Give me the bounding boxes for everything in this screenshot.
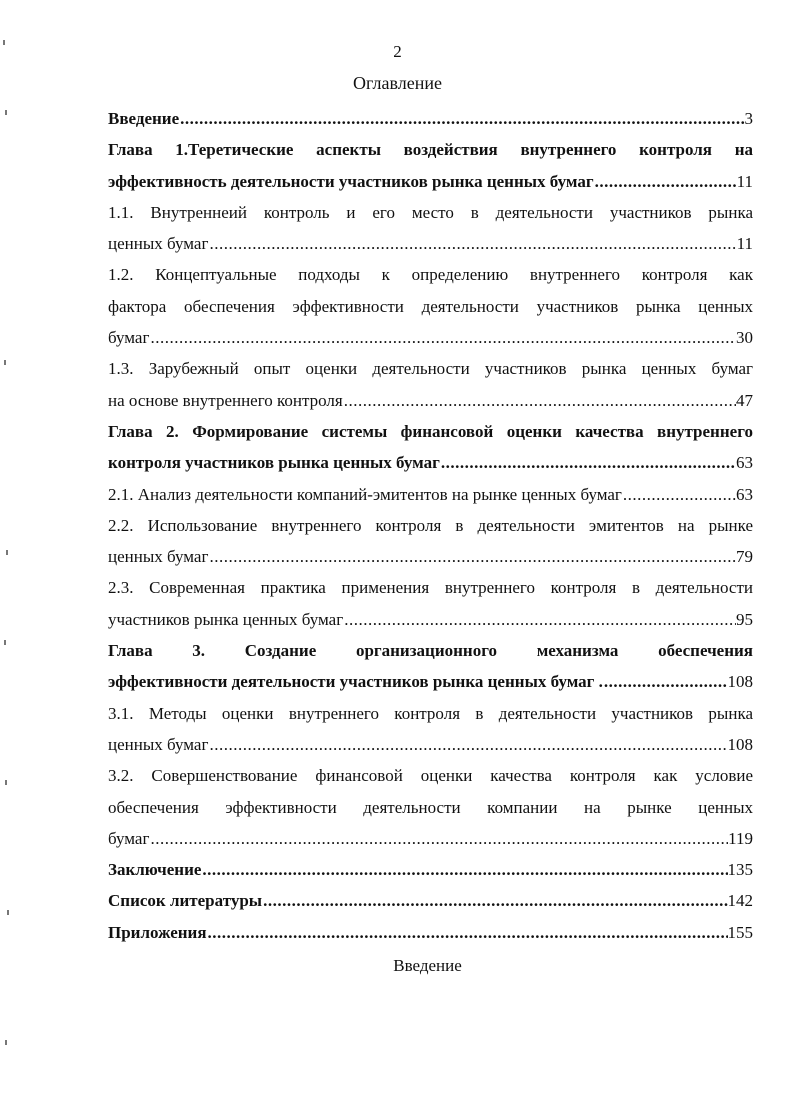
toc-title: Оглавление bbox=[353, 73, 442, 93]
toc-entry-line: обеспечения эффективности деятельности компании на рынке ценных bbox=[108, 797, 753, 817]
toc-entry-title: Приложения bbox=[108, 922, 207, 942]
toc-entry-page: 155 bbox=[727, 922, 753, 942]
toc-entry[interactable] bbox=[108, 353, 753, 416]
dot-leader bbox=[207, 917, 728, 948]
toc-entry-line: фактора обеспечения эффективности деятельности участников рынка ценных bbox=[108, 296, 753, 316]
toc-entry-last-line bbox=[108, 729, 753, 760]
dot-leader bbox=[208, 228, 736, 259]
toc-entry-page: 108 bbox=[727, 734, 753, 754]
toc-entry[interactable] bbox=[108, 885, 753, 916]
toc-entry-last-line bbox=[108, 479, 753, 510]
toc-entry-title: 2.1. Анализ деятельности компаний-эмитентов на рынке ценных бумаг bbox=[108, 484, 622, 504]
toc-entry-title: ценных бумаг bbox=[108, 734, 209, 754]
toc-entry-last-line bbox=[108, 447, 753, 478]
toc-entry[interactable] bbox=[108, 854, 753, 885]
dot-leader bbox=[343, 385, 736, 416]
toc-entry-title: эффективность деятельности участников рынка ценных бумаг bbox=[108, 171, 594, 191]
scan-speck bbox=[6, 550, 8, 555]
dot-leader bbox=[208, 541, 736, 572]
toc-entry-title: бумаг bbox=[108, 328, 150, 348]
toc-entry[interactable] bbox=[108, 698, 753, 761]
toc-entry-title: ценных бумаг bbox=[108, 547, 209, 567]
toc-entry-last-line bbox=[108, 228, 753, 259]
toc-entry-last-line bbox=[108, 666, 753, 697]
dot-leader bbox=[440, 447, 736, 478]
toc-entry-line: 1.2. Концептуальные подходы к определению внутреннего контроля как bbox=[108, 265, 753, 285]
scan-speck bbox=[4, 360, 6, 365]
toc-entry-last-line bbox=[108, 917, 753, 948]
toc-entry-page: 142 bbox=[727, 891, 753, 911]
toc-entry-title: бумаг bbox=[108, 828, 150, 848]
toc-entry-last-line bbox=[108, 166, 753, 197]
toc-entry-title: участников рынка ценных бумаг bbox=[108, 609, 344, 629]
dot-leader bbox=[149, 322, 736, 353]
toc-entry-title: Список литературы bbox=[108, 891, 263, 911]
toc-entry-title: контроля участников рынка ценных бумаг bbox=[108, 453, 440, 473]
toc-entry[interactable] bbox=[108, 259, 753, 353]
toc-entry[interactable] bbox=[108, 479, 753, 510]
toc-entry-last-line bbox=[108, 322, 753, 353]
dot-leader bbox=[343, 604, 736, 635]
table-of-contents bbox=[108, 103, 753, 948]
page-number: 2 bbox=[393, 42, 402, 61]
scan-speck bbox=[3, 40, 5, 45]
dot-leader bbox=[622, 479, 736, 510]
toc-entry-line: 2.3. Современная практика применения внутреннего контроля в деятельности bbox=[108, 578, 753, 598]
toc-entry-last-line bbox=[108, 385, 753, 416]
toc-entry[interactable] bbox=[108, 103, 753, 134]
toc-entry-last-line bbox=[108, 103, 753, 134]
toc-entry-page: 47 bbox=[736, 390, 753, 410]
dot-leader bbox=[179, 103, 744, 134]
toc-entry-title: эффективности деятельности участников рынка ценных бумаг . bbox=[108, 672, 603, 692]
scan-speck bbox=[5, 1040, 7, 1045]
toc-entry[interactable] bbox=[108, 134, 753, 197]
scan-speck bbox=[5, 110, 7, 115]
scan-speck bbox=[5, 780, 7, 785]
toc-entry-page: 135 bbox=[727, 860, 753, 880]
toc-entry-page: 108 bbox=[727, 672, 753, 692]
toc-entry[interactable] bbox=[108, 760, 753, 854]
toc-entry[interactable] bbox=[108, 572, 753, 635]
toc-entry-line: 2.2. Использование внутреннего контроля в деятельности эмитентов на рынке bbox=[108, 515, 753, 535]
toc-entry-line: Глава 2. Формирование системы финансовой оценки качества внутреннего bbox=[108, 421, 753, 441]
dot-leader bbox=[603, 666, 728, 697]
toc-entry-line: Глава 3. Создание организационного механизма обеспечения bbox=[108, 641, 753, 661]
dot-leader bbox=[262, 885, 727, 916]
introduction-heading: Введение bbox=[393, 956, 462, 975]
toc-entry-page: 79 bbox=[736, 547, 753, 567]
toc-entry-title: на основе внутреннего контроля bbox=[108, 390, 343, 410]
scan-speck bbox=[7, 910, 9, 915]
toc-entry-line: 3.2. Совершенствование финансовой оценки качества контроля как условие bbox=[108, 766, 753, 786]
toc-entry-page: 30 bbox=[736, 328, 753, 348]
dot-leader bbox=[208, 729, 727, 760]
toc-entry-page: 11 bbox=[736, 171, 753, 191]
toc-entry-page: 3 bbox=[744, 109, 753, 128]
toc-entry-last-line bbox=[108, 854, 753, 885]
toc-entry-page: 119 bbox=[728, 828, 753, 848]
dot-leader bbox=[594, 166, 737, 197]
toc-entry[interactable] bbox=[108, 917, 753, 948]
toc-entry-line: 3.1. Методы оценки внутреннего контроля в деятельности участников рынка bbox=[108, 703, 753, 723]
toc-entry-page: 63 bbox=[736, 484, 753, 504]
toc-entry-last-line bbox=[108, 823, 753, 854]
toc-entry-line: 1.3. Зарубежный опыт оценки деятельности участников рынка ценных бумаг bbox=[108, 359, 753, 379]
toc-entry[interactable] bbox=[108, 635, 753, 698]
toc-entry-line: Глава 1.Теретические аспекты воздействия внутреннего контроля на bbox=[108, 140, 753, 160]
toc-entry-page: 11 bbox=[736, 234, 753, 254]
toc-entry[interactable] bbox=[108, 197, 753, 260]
toc-entry-line: 1.1. Внутреннеий контроль и его место в деятельности участников рынка bbox=[108, 202, 753, 222]
toc-entry-page: 95 bbox=[736, 609, 753, 629]
dot-leader bbox=[149, 823, 728, 854]
toc-entry-title: ценных бумаг bbox=[108, 234, 209, 254]
toc-entry-title: Введение bbox=[108, 109, 180, 128]
toc-entry-page: 63 bbox=[736, 453, 753, 473]
toc-entry-last-line bbox=[108, 604, 753, 635]
toc-entry[interactable] bbox=[108, 416, 753, 479]
toc-entry-title: Заключение bbox=[108, 860, 202, 880]
toc-entry[interactable] bbox=[108, 510, 753, 573]
toc-entry-last-line bbox=[108, 885, 753, 916]
scan-speck bbox=[4, 640, 6, 645]
dot-leader bbox=[201, 854, 727, 885]
toc-entry-last-line bbox=[108, 541, 753, 572]
